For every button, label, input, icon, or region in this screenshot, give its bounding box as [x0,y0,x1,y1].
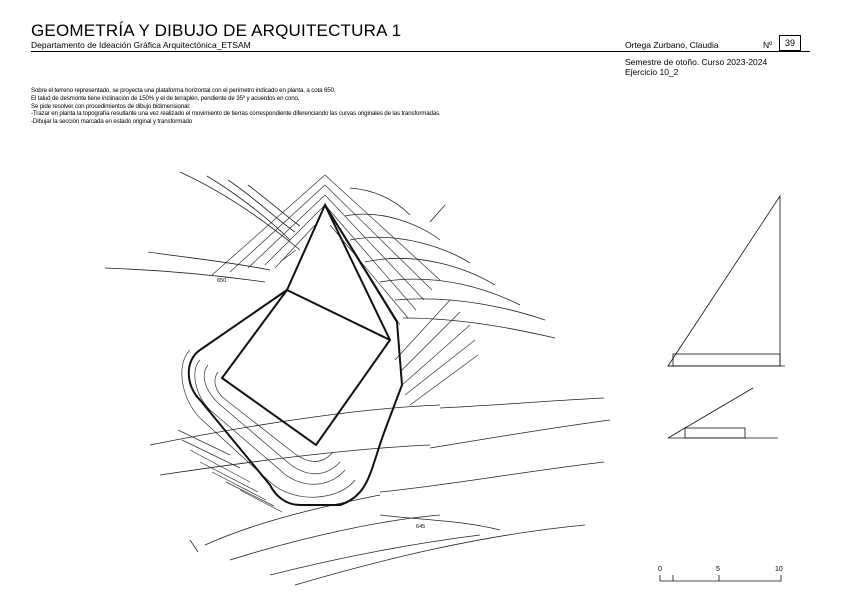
contour-label-645: 645 [416,524,426,530]
statement-line: -Trazar en planta la topografía resultante una vez realizado el movimiento de tierras correspondiente diferenciando las curvas originales de las transformadas. [31,110,441,118]
slope-lines [178,175,478,512]
exercise-id: Ejercicio 10_2 [625,67,679,77]
scale-label-5: 5 [716,566,720,573]
sheet-title: GEOMETRÍA Y DIBUJO DE ARQUITECTURA 1 [31,21,402,40]
statement-line: Se pide resolver con procedimientos de dibujo bidimensional: [31,102,191,110]
contour-label-650: 650 [217,278,227,284]
semester-text: Semestre de otoño. Curso 2023-2024 [625,57,768,67]
department-name: Departamento de Ideación Gráfica Arquitectónica_ETSAM [31,40,251,50]
scale-label-0: 0 [658,566,662,573]
statement-line: Sobre el terreno representado, se proyecta una plataforma horizontal con el perímetro indicado en planta, a cota 650. [31,87,336,94]
author-name: Ortega Zurbano, Claudia [625,40,719,50]
original-contours [105,172,610,585]
statement-line: El talud de desmonte tiene inclinación de 150% y el de terraplén, pendiente de 35º y acuerdos en cono. [31,94,300,102]
number-label: Nº [763,40,773,50]
platform-perimeter [189,205,402,505]
scale-bar [660,575,781,581]
section-original [668,196,785,366]
scale-label-10: 10 [775,566,783,573]
number-box: 39 [779,35,801,51]
statement-line: -Dibujar la sección marcada en estado original y transformado [31,118,193,126]
section-transformed [668,388,778,438]
